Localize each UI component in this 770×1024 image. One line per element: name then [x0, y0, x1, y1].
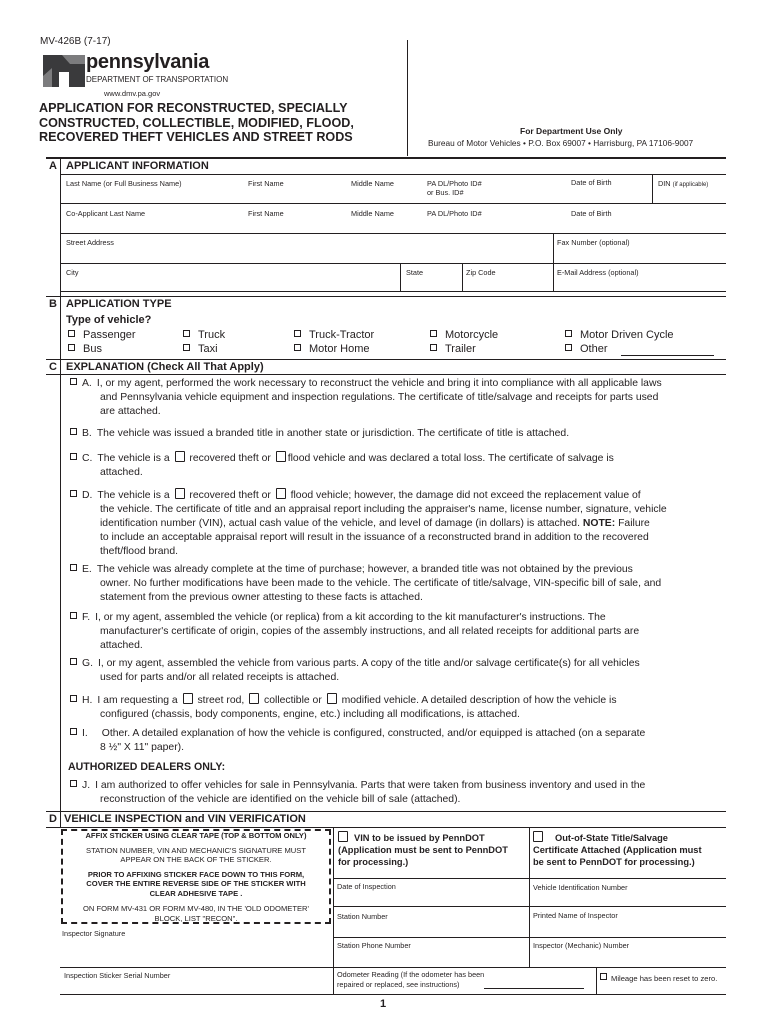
section-c-letter: C: [49, 361, 57, 373]
checkbox-icon: [70, 728, 77, 735]
odometer-reading-label: Odometer Reading (If the odometer has been repaired or replaced, see instructions): [337, 970, 485, 989]
website: www.dmv.pa.gov: [104, 89, 161, 98]
explanation-e[interactable]: E. The vehicle was already complete at the time of purchase; however, a branded title was not obtained by the previous owner. No further modifications have been made to the vehicle. The certificate of title/salvage, VIN-specific bill of sale, and statement from the previous owner attesting to these facts is attached.: [70, 563, 720, 605]
vehicle-type-motor-home[interactable]: Motor Home: [294, 343, 370, 355]
modified-checkbox[interactable]: [327, 693, 337, 704]
explanation-d[interactable]: D. The vehicle is a recovered theft or flood vehicle; however, the damage did not exceed the replacement value of the vehicle. The certificate of title and an appraisal report including the appraiser's name, license number, signature, vehicle identification number (VIN), actual cash value of the vehicle, and level of damage (in dollars) is attached. NOTE: Failure to include an acceptable appraisal report will result in the issuance of a reconstructed brand in addition to the recovered theft/flood brand.: [70, 488, 720, 559]
section-a-letter: A: [49, 160, 57, 172]
vehicle-type-trailer[interactable]: Trailer: [430, 343, 476, 355]
vehicle-type-question: Type of vehicle?: [66, 314, 152, 326]
first-name-field[interactable]: First Name: [248, 179, 284, 188]
vehicle-type-truck[interactable]: Truck: [183, 329, 225, 341]
brand-department: DEPARTMENT OF TRANSPORTATION: [86, 75, 229, 84]
street-address-field[interactable]: Street Address: [66, 238, 114, 247]
co-middle-name-field[interactable]: Middle Name: [351, 209, 394, 218]
checkbox-icon: [70, 612, 77, 619]
collectible-checkbox[interactable]: [249, 693, 259, 704]
checkbox-icon: [68, 344, 75, 351]
department-use-label: For Department Use Only: [520, 126, 623, 136]
checkbox-icon: [338, 831, 348, 842]
vehicle-type-bus[interactable]: Bus: [68, 343, 102, 355]
recovered-theft-checkbox[interactable]: [175, 488, 185, 499]
checkbox-icon: [430, 344, 437, 351]
keystone-logo-icon: [40, 52, 88, 90]
bureau-address: Bureau of Motor Vehicles • P.O. Box 69007 • Harrisburg, PA 17106-9007: [428, 138, 694, 148]
fax-number-field[interactable]: Fax Number (optional): [557, 238, 630, 247]
station-phone-number-field[interactable]: Station Phone Number: [337, 941, 411, 950]
checkbox-icon: [70, 378, 77, 385]
explanation-a[interactable]: A. I, or my agent, performed the work necessary to reconstruct the vehicle and bring it into compliance with all applicable laws and Pennsylvania vehicle equipment and inspection regulations. The certificate of title/salvage and receipts for parts used are attached.: [70, 377, 720, 419]
section-b-letter: B: [49, 298, 57, 310]
checkbox-icon: [294, 344, 301, 351]
explanation-f[interactable]: F. I, or my agent, assembled the vehicle (or replica) from a kit according to the kit manufacturer's instructions. The manufacturer's certificate of origin, copies of the assembly instructions, and all related receipts for additional parts are attached.: [70, 611, 720, 653]
out-of-state-title-option[interactable]: Out-of-State Title/Salvage Certificate Attached (Application must be sent to PennDOT for processing.): [533, 833, 702, 867]
flood-vehicle-checkbox[interactable]: [276, 488, 286, 499]
street-rod-checkbox[interactable]: [183, 693, 193, 704]
authorized-dealers-heading: AUTHORIZED DEALERS ONLY:: [68, 761, 226, 773]
checkbox-icon: [70, 428, 77, 435]
co-first-name-field[interactable]: First Name: [248, 209, 284, 218]
form-title: APPLICATION FOR RECONSTRUCTED, SPECIALLY CONSTRUCTED, COLLECTIBLE, MODIFIED, FLOOD, RECOVERED THEFT VEHICLES AND STREET RODS: [39, 101, 354, 144]
section-d-letter: D: [49, 813, 57, 825]
vehicle-type-other[interactable]: Other: [565, 343, 608, 355]
inspector-signature-field[interactable]: Inspector Signature: [62, 929, 126, 938]
checkbox-icon: [600, 973, 607, 980]
checkbox-icon: [183, 330, 190, 337]
section-d-title: VEHICLE INSPECTION and VIN VERIFICATION: [64, 813, 306, 825]
last-name-field[interactable]: Last Name (or Full Business Name): [66, 179, 182, 188]
odometer-reading-input[interactable]: [484, 988, 584, 989]
brand-name: pennsylvania: [86, 51, 210, 73]
header-divider: [407, 40, 408, 156]
sticker-odometer-note: ON FORM MV-431 OR FORM MV-480, IN THE 'OLD ODOMETER' BLOCK, LIST "RECON".: [83, 904, 309, 923]
sticker-instructions: AFFIX STICKER USING CLEAR TAPE (TOP & BOTTOM ONLY) STATION NUMBER, VIN AND MECHANIC'S SIGNATURE MUST APPEAR ON THE BACK OF THE STICKER. PRIOR TO AFFIXING STICKER FACE DOWN TO THIS FORM, COVER THE ENTIRE REVERSE SIDE OF THE STICKER WITH CLEAR ADHESIVE TAPE .: [85, 831, 307, 898]
city-field[interactable]: City: [66, 268, 79, 277]
checkbox-icon: [430, 330, 437, 337]
explanation-g[interactable]: G. I, or my agent, assembled the vehicle from various parts. A copy of the title and/or salvage certificate(s) for all vehicles used for parts and/or all related receipts is attached.: [70, 657, 720, 685]
form-number: MV-426B (7-17): [40, 36, 111, 47]
zip-code-field[interactable]: Zip Code: [466, 268, 496, 277]
state-field[interactable]: State: [406, 268, 424, 277]
checkbox-icon: [68, 330, 75, 337]
co-applicant-last-name-field[interactable]: Co-Applicant Last Name: [66, 209, 146, 218]
checkbox-icon: [565, 344, 572, 351]
checkbox-icon: [70, 490, 77, 497]
checkbox-icon: [533, 831, 543, 842]
vehicle-type-truck-tractor[interactable]: Truck-Tractor: [294, 329, 374, 341]
date-of-birth-field[interactable]: Date of Birth: [571, 178, 612, 187]
email-field[interactable]: E-Mail Address (optional): [557, 268, 639, 277]
explanation-i[interactable]: I. Other. A detailed explanation of how the vehicle is configured, constructed, and/or equipped is attached (on a separate 8 ½" X 11" paper).: [70, 727, 720, 755]
checkbox-icon: [294, 330, 301, 337]
explanation-c[interactable]: C. The vehicle is a recovered theft or flood vehicle and was declared a total loss. The certificate of salvage is attached.: [70, 451, 720, 480]
vehicle-type-motor-driven-cycle[interactable]: Motor Driven Cycle: [565, 329, 674, 341]
section-b-title: APPLICATION TYPE: [66, 298, 172, 310]
vehicle-type-taxi[interactable]: Taxi: [183, 343, 218, 355]
inspection-sticker-serial-number-field[interactable]: Inspection Sticker Serial Number: [64, 971, 171, 980]
checkbox-icon: [70, 695, 77, 702]
explanation-b[interactable]: B. The vehicle was issued a branded title in another state or jurisdiction. The certificate of title is attached.: [70, 427, 720, 441]
page-number: 1: [380, 998, 387, 1010]
checkbox-icon: [70, 453, 77, 460]
vehicle-type-passenger[interactable]: Passenger: [68, 329, 136, 341]
recovered-theft-checkbox[interactable]: [175, 451, 185, 462]
middle-name-field[interactable]: Middle Name: [351, 179, 394, 188]
flood-vehicle-checkbox[interactable]: [276, 451, 286, 462]
other-vehicle-type-input[interactable]: [621, 355, 714, 356]
vehicle-identification-number-field[interactable]: Vehicle Identification Number: [533, 883, 628, 892]
pa-dl-field[interactable]: PA DL/Photo ID# or Bus. ID#: [427, 179, 482, 197]
vin-issued-by-penndot-option[interactable]: VIN to be issued by PennDOT (Application must be sent to PennDOT for processing.): [338, 833, 508, 867]
mileage-reset-option[interactable]: Mileage has been reset to zero.: [600, 973, 717, 983]
explanation-h[interactable]: H. I am requesting a street rod, collectible or modified vehicle. A detailed description of how the vehicle is configured (chassis, body components, engine, etc.) including all modifications, is attached.: [70, 693, 720, 722]
co-pa-dl-field[interactable]: PA DL/Photo ID#: [427, 209, 482, 218]
co-date-of-birth-field[interactable]: Date of Birth: [571, 209, 612, 218]
checkbox-icon: [183, 344, 190, 351]
printed-name-of-inspector-field[interactable]: Printed Name of Inspector: [533, 911, 618, 920]
checkbox-icon: [70, 658, 77, 665]
explanation-j[interactable]: J. I am authorized to offer vehicles for sale in Pennsylvania. Parts that were taken from business inventory and used in the reconstruction of the vehicle are identified on the vehicle bill of sale (attached).: [70, 779, 720, 807]
checkbox-icon: [70, 780, 77, 787]
checkbox-icon: [70, 564, 77, 571]
date-of-inspection-field[interactable]: Date of Inspection: [337, 882, 396, 891]
station-number-field[interactable]: Station Number: [337, 912, 388, 921]
section-c-title: EXPLANATION (Check All That Apply): [66, 361, 264, 373]
section-a-title: APPLICANT INFORMATION: [66, 160, 209, 172]
vehicle-type-motorcycle[interactable]: Motorcycle: [430, 329, 498, 341]
inspector-mechanic-number-field[interactable]: Inspector (Mechanic) Number: [533, 941, 630, 950]
checkbox-icon: [565, 330, 572, 337]
din-field[interactable]: DIN (if applicable): [658, 179, 709, 188]
